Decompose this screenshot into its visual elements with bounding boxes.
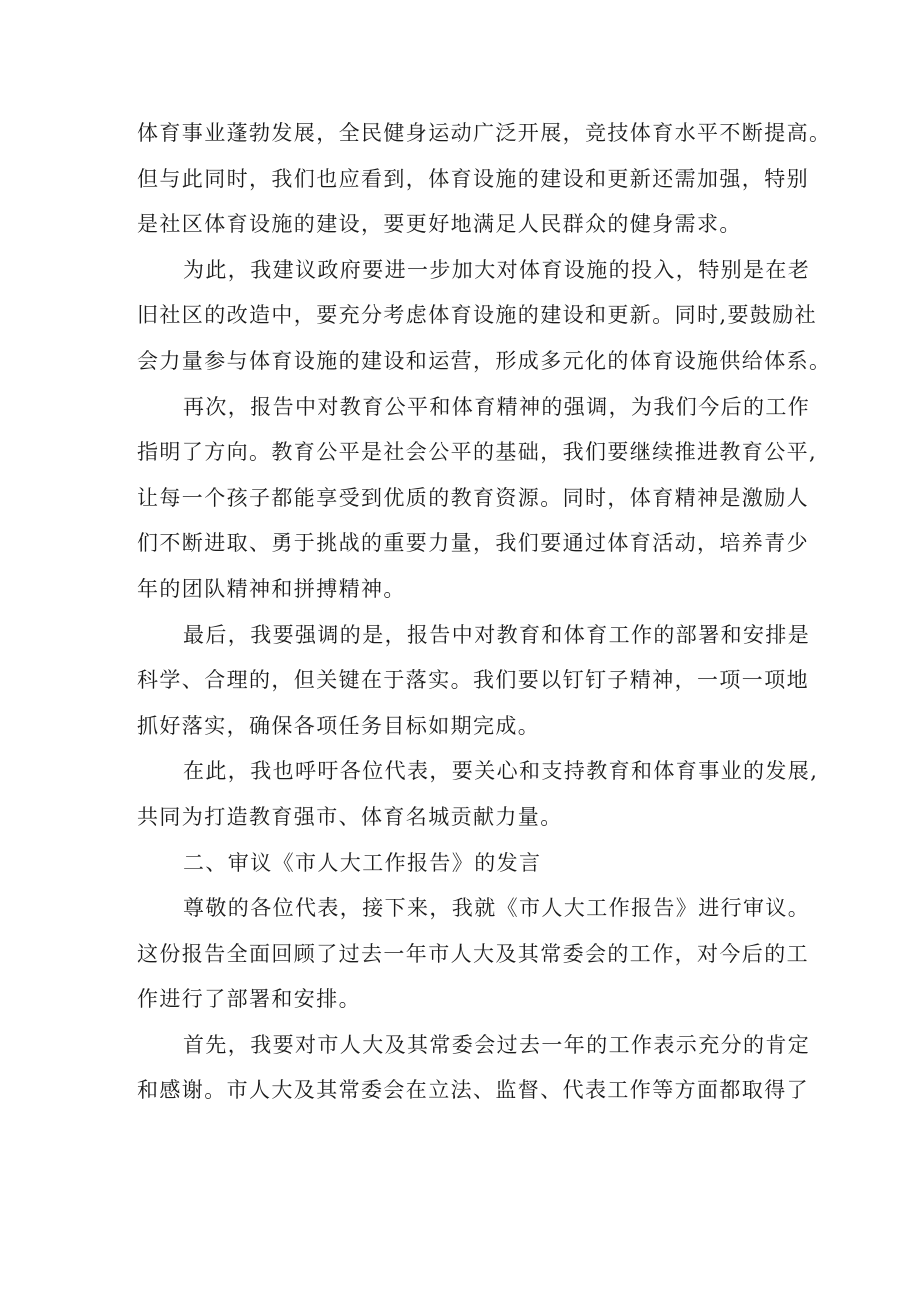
- text-line: 尊敬的各位代表，接下来，我就《市人大工作报告》进行审议。: [183, 896, 811, 921]
- text-line: 共同为打造教育强市、体育名城贡献力量。: [137, 804, 563, 829]
- text-line: 再次，报告中对教育公平和体育精神的强调，为我们今后的工作: [183, 394, 811, 419]
- text-line: 年的团队精神和拼搏精神。: [137, 576, 406, 601]
- text-line: 指明了方向。教育公平是社会公平的基础，我们要继续推进教育公平,: [137, 440, 818, 465]
- text-line: 最后，我要强调的是，报告中对教育和体育工作的部署和安排是: [183, 622, 811, 647]
- text-line: 体育事业蓬勃发展，全民健身运动广泛开展，竞技体育水平不断提高。: [137, 121, 832, 145]
- text-line: 二、审议《市人大工作报告》的发言: [183, 850, 542, 875]
- text-line: 们不断进取、勇于挑战的重要力量，我们要通过体育活动，培养青少: [137, 531, 809, 556]
- text-line: 作进行了部署和安排。: [137, 987, 361, 1012]
- text-line: 让每一个孩子都能享受到优质的教育资源。同时，体育精神是激励人: [137, 485, 809, 510]
- text-line: 旧社区的改造中，要充分考虑体育设施的建设和更新。同时,要鼓励社: [137, 303, 818, 328]
- text-line: 会力量参与体育设施的建设和运营，形成多元化的体育设施供给体系。: [137, 348, 832, 373]
- text-line: 首先，我要对市人大及其常委会过去一年的工作表示充分的肯定: [183, 1032, 811, 1057]
- text-line: 科学、合理的，但关键在于落实。我们要以钉钉子精神，一项一项地: [137, 668, 809, 693]
- text-line: 为此，我建议政府要进一步加大对体育设施的投入，特别是在老: [183, 257, 811, 282]
- text-line: 和感谢。市人大及其常委会在立法、监督、代表工作等方面都取得了: [137, 1078, 809, 1103]
- text-line: 在此，我也呼吁各位代表，要关心和支持教育和体育事业的发展,: [183, 759, 819, 784]
- text-line: 抓好落实，确保各项任务目标如期完成。: [137, 713, 541, 738]
- document-body: [137, 111, 832, 1114]
- text-line: 是社区体育设施的建设，要更好地满足人民群众的健身需求。: [137, 212, 742, 237]
- text-line: 这份报告全面回顾了过去一年市人大及其常委会的工作，对今后的工: [137, 941, 809, 966]
- text-line: 但与此同时，我们也应看到，体育设施的建设和更新还需加强，特别: [137, 166, 809, 191]
